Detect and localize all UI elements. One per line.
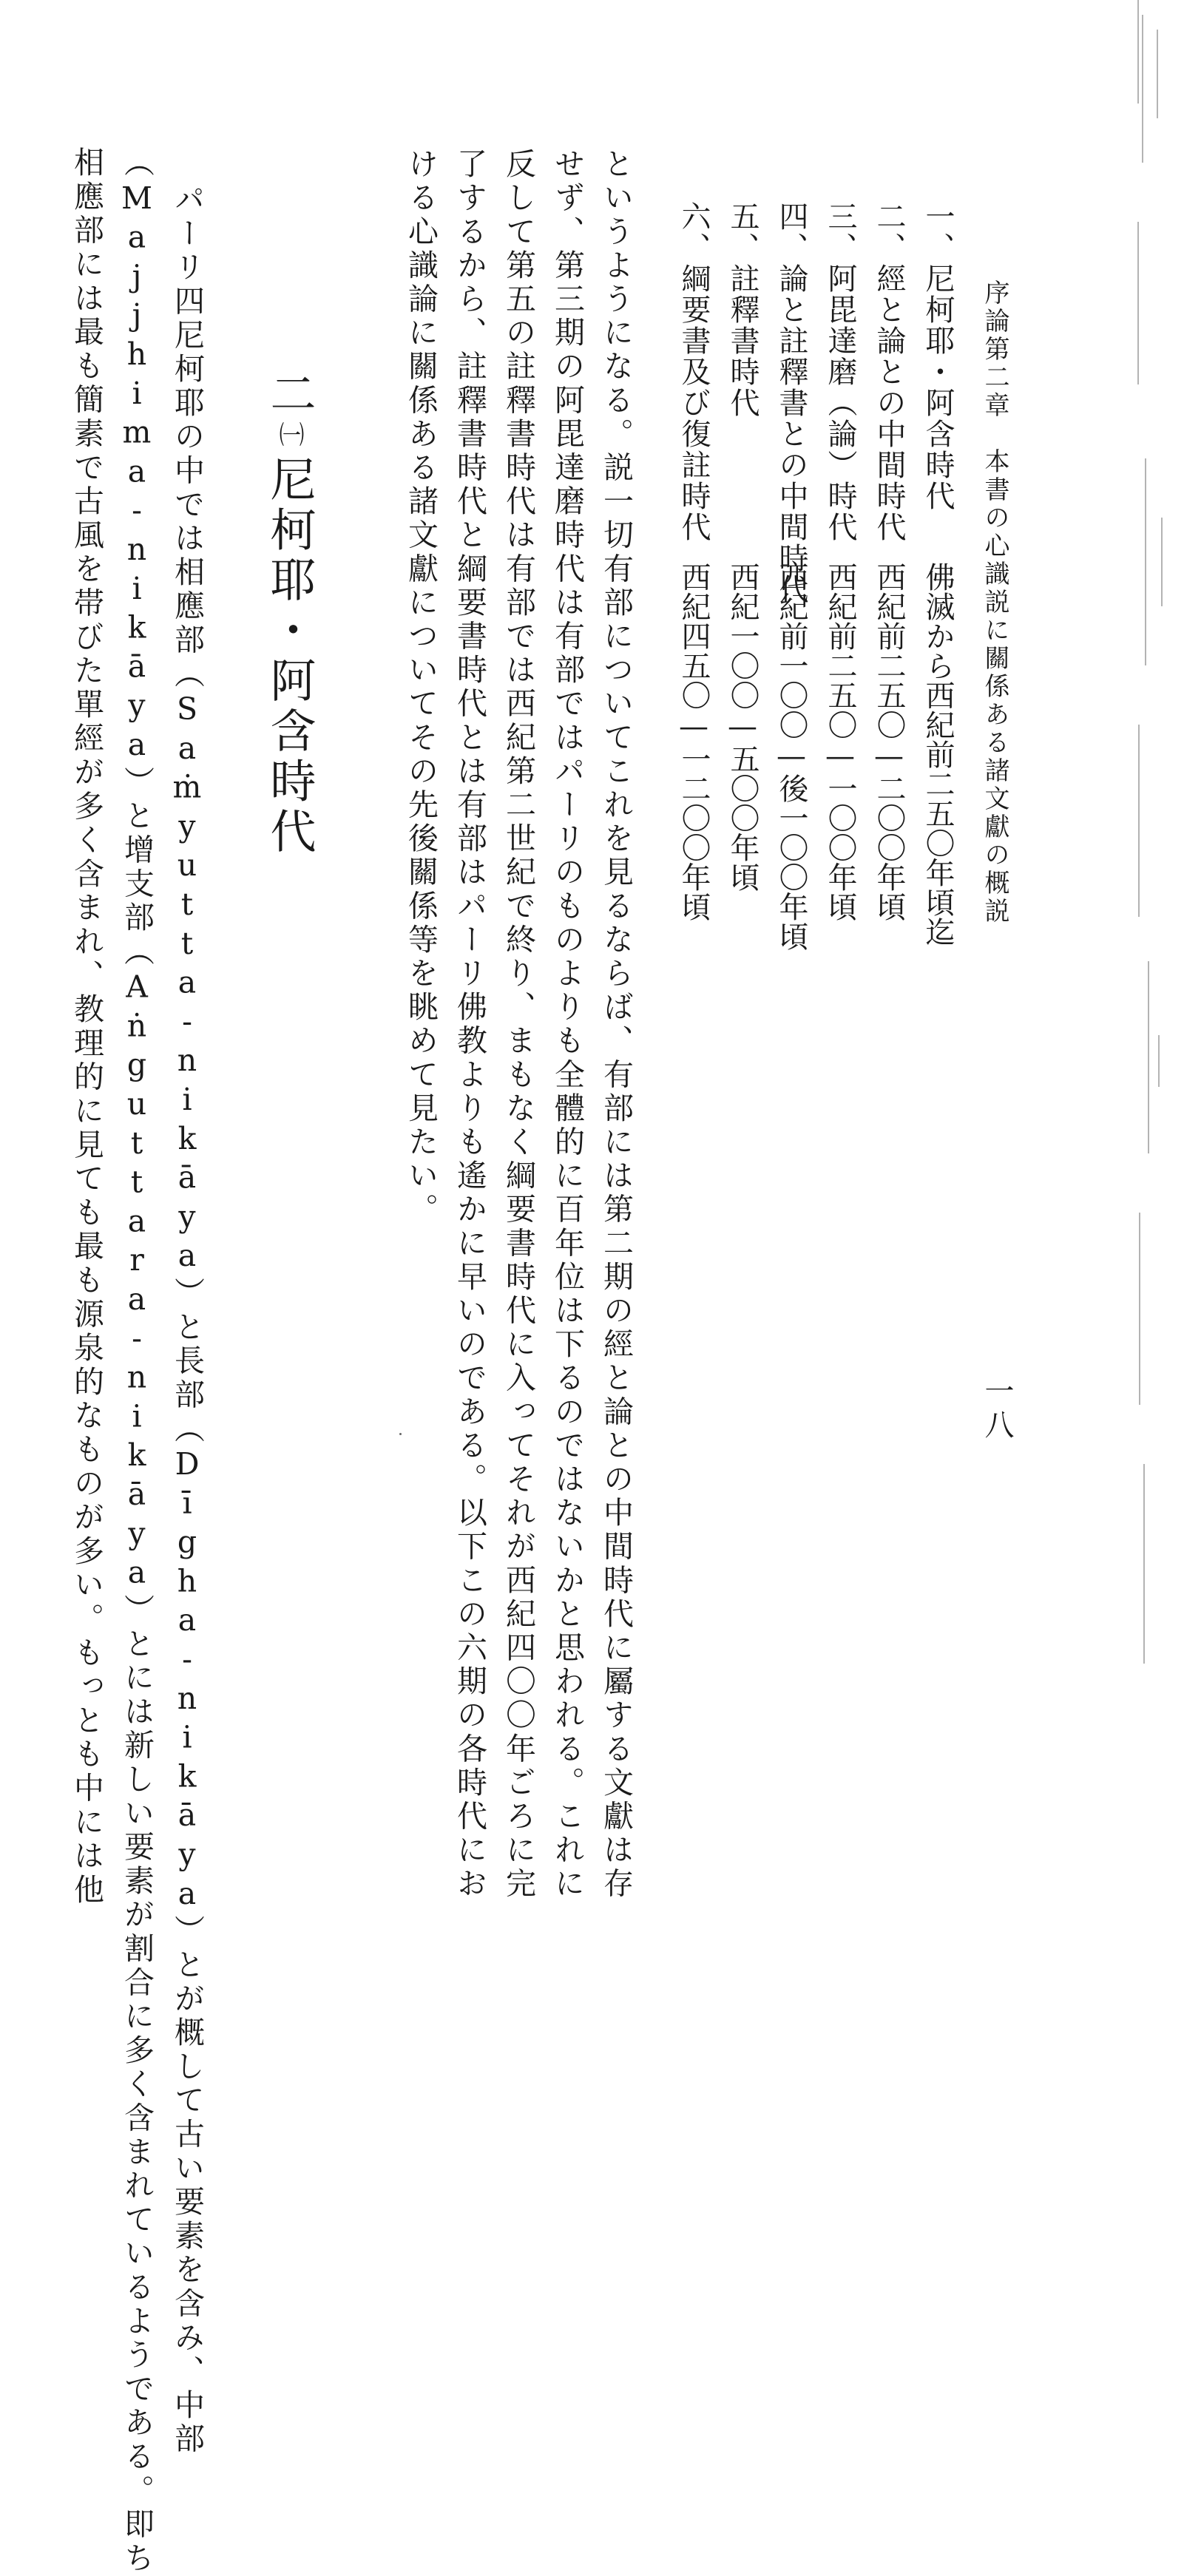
period-label-6: 六、綱要書及び復註時代 xyxy=(677,201,711,543)
period-label-2: 二、經と論との中間時代 xyxy=(872,201,906,543)
speck xyxy=(399,1433,402,1435)
summary-line-3: 反して第五の註釋書時代は有部では西紀第二世紀で終り、まもなく綱要書時代に入ってそれが西紀四〇〇年ごろに完 xyxy=(501,148,536,1902)
period-date-6: 西紀四五〇—一二〇〇年頃 xyxy=(677,562,711,921)
paragraph-line-2: （Majjhima-nikāya）と增支部（Aṅguttara-nikāya）とには新しい要素が割合に多く含まれているようである。即ち xyxy=(119,146,155,2576)
section-title: 尼柯耶・阿含時代 xyxy=(263,455,317,858)
summary-line-4: 了するから、註釋書時代と綱要書時代とは有部はパーリ佛教よりも遙かに早いのである。以下この六期の各時代にお xyxy=(452,148,487,1902)
section-subheading xyxy=(263,421,317,858)
section-sub-number: ㈠ xyxy=(274,421,304,451)
period-date-4: 西紀前一〇〇—後一〇〇年頃 xyxy=(774,562,808,951)
paragraph-line-3: 相應部には最も簡素で古風を帯びた單經が多く含まれ、教理的に見ても最も源泉的なものが多い。もっとも中には他 xyxy=(69,146,104,1908)
period-label-3: 三、阿毘達磨（論）時代 xyxy=(823,201,857,543)
running-header: 序論第二章 本書の心識説に關係ある諸文獻の概説 xyxy=(980,279,1009,926)
page-number: 一八 xyxy=(980,1375,1014,1443)
period-date-2: 西紀前二五〇—二〇〇年頃 xyxy=(872,562,906,921)
summary-line-1: というようになる。説一切有部についてこれを見るならば、有部には第二期の經と論との中間時代に屬する文獻は存 xyxy=(598,148,634,1902)
period-date-3: 西紀前二五〇—一〇〇年頃 xyxy=(823,562,857,921)
period-label-5: 五、註釋書時代 xyxy=(725,201,760,418)
scan-edge-marks xyxy=(1132,0,1184,1748)
period-label-4: 四、論と註釋書との中間時代 xyxy=(774,201,808,605)
section-number: 二 xyxy=(263,370,317,420)
paragraph-line-1: パーリ四尼柯耶の中では相應部（Saṁyutta-nikāya）と長部（Dīgha-nikāya）とが概して古い要素を含み、中部 xyxy=(169,183,205,2457)
summary-line-2: せず、第三期の阿毘達磨時代は有部ではパーリのものよりも全體的に百年位は下るのではないかと思われる。これに xyxy=(549,148,585,1902)
period-label-1: 一、尼柯耶・阿含時代 xyxy=(921,201,955,512)
period-date-5: 西紀一〇〇—五〇〇年頃 xyxy=(725,562,760,892)
period-date-1: 佛滅から西紀前二五〇年頃迄 xyxy=(921,562,955,946)
summary-line-5: ける心識論に關係ある諸文獻についてその先後關係等を眺めて見たい。 xyxy=(403,148,439,1227)
